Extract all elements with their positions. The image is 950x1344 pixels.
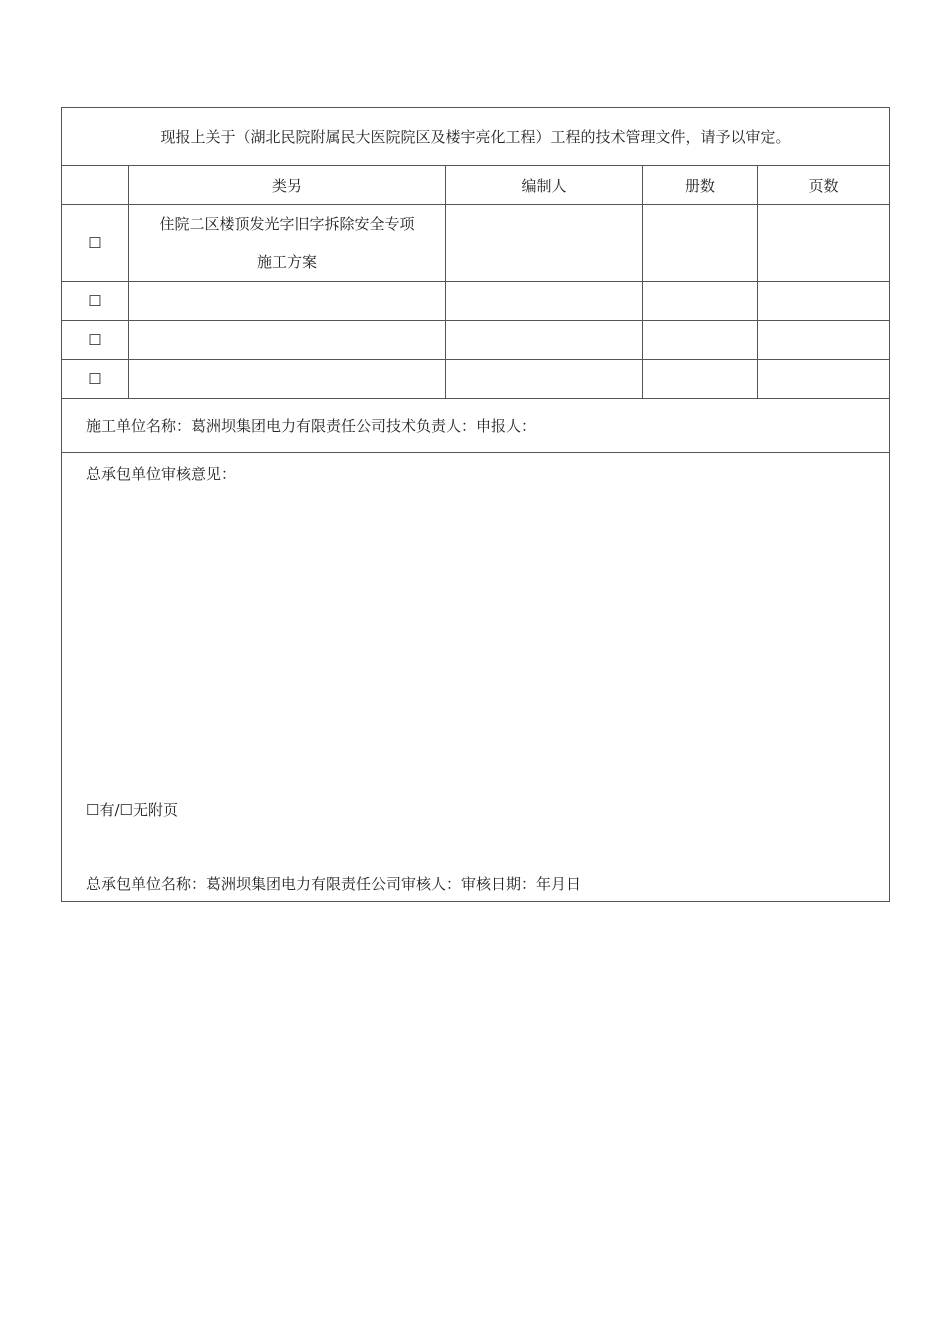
table-row <box>62 321 890 360</box>
submission-form-table <box>61 107 890 902</box>
row-checkbox[interactable]: ☐ <box>62 205 129 282</box>
row-volumes[interactable] <box>643 321 758 360</box>
header-checkbox <box>62 166 129 205</box>
row-pages[interactable] <box>758 282 890 321</box>
table-row <box>62 282 890 321</box>
row-author[interactable] <box>446 282 643 321</box>
row-category[interactable] <box>129 321 446 360</box>
header-pages: 页数 <box>758 166 890 205</box>
category-line-1: 住院二区楼顶发光字旧字拆除安全专项 <box>159 215 415 233</box>
row-pages[interactable] <box>758 205 890 282</box>
table-row <box>62 205 890 282</box>
row-author[interactable] <box>446 205 643 282</box>
row-author[interactable] <box>446 360 643 399</box>
attachment-option[interactable]: ☐有/☐无附页 <box>86 801 178 819</box>
row-category <box>129 205 446 282</box>
header-row <box>62 166 890 205</box>
row-category[interactable] <box>129 282 446 321</box>
row-volumes[interactable] <box>643 282 758 321</box>
row-author[interactable] <box>446 321 643 360</box>
review-section <box>62 453 890 902</box>
row-volumes[interactable] <box>643 360 758 399</box>
row-pages[interactable] <box>758 321 890 360</box>
reviewer-info: 总承包单位名称：葛洲坝集团电力有限责任公司审核人：审核日期：年月日 <box>86 875 582 893</box>
header-author: 编制人 <box>446 166 643 205</box>
row-checkbox[interactable]: ☐ <box>62 360 129 399</box>
row-checkbox[interactable]: ☐ <box>62 321 129 360</box>
row-pages[interactable] <box>758 360 890 399</box>
construction-unit-info: 施工单位名称：葛洲坝集团电力有限责任公司技术负责人：申报人： <box>62 399 890 453</box>
table-row <box>62 360 890 399</box>
category-line-2: 施工方案 <box>256 253 317 271</box>
row-volumes[interactable] <box>643 205 758 282</box>
intro-text: 现报上关于（湖北民院附属民大医院院区及楼宇亮化工程）工程的技术管理文件，请予以审定。 <box>62 108 890 166</box>
review-label: 总承包单位审核意见： <box>86 465 237 483</box>
header-volumes: 册数 <box>643 166 758 205</box>
row-category[interactable] <box>129 360 446 399</box>
header-category: 类另 <box>129 166 446 205</box>
row-checkbox[interactable]: ☐ <box>62 282 129 321</box>
